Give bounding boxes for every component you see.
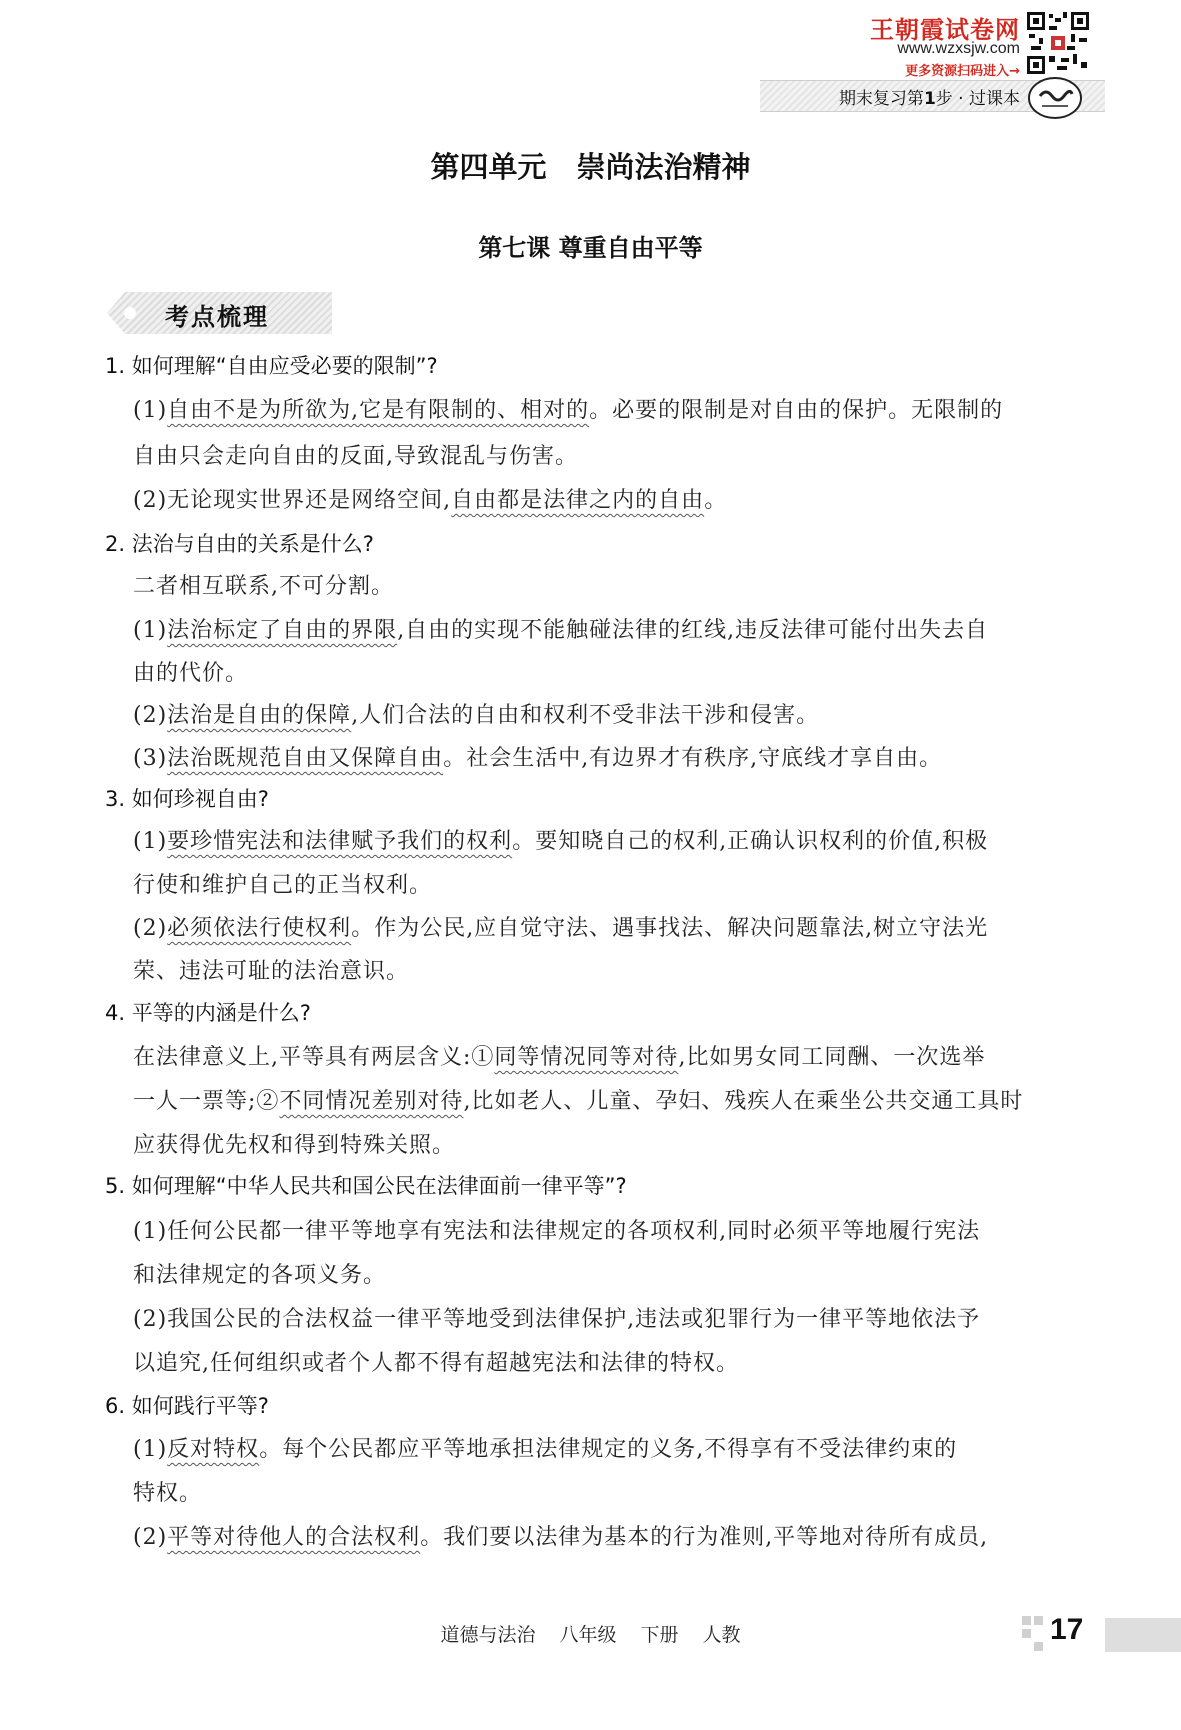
answer-line: (1)任何公民都一律平等地享有宪法和法律规定的各项权利,同时必须平等地履行宪法 [133, 1219, 981, 1244]
answer-line: (1)自由不是为所欲为,它是有限制的、相对的。必要的限制是对自由的保护。无限制的 [133, 398, 1004, 423]
question-3: 3. 如何珍视自由? [105, 787, 269, 811]
key-point: 同等情况同等对待 [494, 1045, 679, 1070]
brand-seal-icon [1026, 76, 1084, 120]
question-6: 6. 如何践行平等? [105, 1394, 269, 1418]
answer-line: (2)无论现实世界还是网络空间,自由都是法律之内的自由。 [133, 488, 728, 513]
answer-line: (2)必须依法行使权利。作为公民,应自觉守法、遇事找法、解决问题靠法,树立守法光 [133, 916, 989, 941]
header-step: 期末复习第1步 · 过课本 [838, 89, 1020, 109]
answer-line: 由的代价。 [133, 661, 249, 686]
bullet-dot-icon [124, 307, 136, 319]
answer-line: 自由只会走向自由的反面,导致混乱与伤害。 [133, 444, 578, 469]
unit-title: 第四单元 崇尚法治精神 [430, 150, 751, 184]
key-point: 法治是自由的保障 [167, 703, 352, 728]
question-5: 5. 如何理解“中华人民共和国公民在法律面前一律平等”? [105, 1174, 627, 1198]
answer-line: 一人一票等;②不同情况差别对待,比如老人、儿童、孕妇、残疾人在乘坐公共交通工具时 [133, 1089, 1024, 1114]
answer-line: (2)我国公民的合法权益一律平等地受到法律保护,违法或犯罪行为一律平等地依法予 [133, 1307, 981, 1332]
page-number: 17 [1050, 1613, 1084, 1646]
footer-bar [1105, 1618, 1181, 1652]
answer-line: (1)反对特权。每个公民都应平等地承担法律规定的义务,不得享有不受法律约束的 [133, 1437, 958, 1462]
key-point: 必须依法行使权利 [167, 916, 352, 941]
key-point: 反对特权 [167, 1437, 260, 1462]
lesson-title: 第七课 尊重自由平等 [478, 234, 703, 262]
question-4: 4. 平等的内涵是什么? [105, 1001, 311, 1025]
answer-line: 在法律意义上,平等具有两层含义:①同等情况同等对待,比如男女同工同酬、一次选举 [133, 1045, 986, 1070]
answer-line: 行使和维护自己的正当权利。 [133, 873, 433, 898]
answer-line: 特权。 [133, 1481, 203, 1506]
answer-line: (2)平等对待他人的合法权利。我们要以法律为基本的行为准则,平等地对待所有成员, [133, 1525, 989, 1550]
page-deco-icon [1022, 1612, 1046, 1658]
key-point: 自由不是为所欲为,它是有限制的、相对的 [167, 398, 590, 423]
key-point: 要珍惜宪法和法律赋予我们的权利 [167, 829, 513, 854]
key-point: 法治既规范自由又保障自由 [167, 746, 444, 771]
qr-code-icon[interactable] [1025, 10, 1091, 76]
answer-line: 荣、违法可耻的法治意识。 [133, 959, 410, 984]
brand-promo: 更多资源扫码进入→ [905, 64, 1020, 79]
key-point: 自由都是法律之内的自由 [451, 488, 705, 513]
answer-line: (2)法治是自由的保障,人们合法的自由和权利不受非法干涉和侵害。 [133, 703, 820, 728]
key-point: 法治标定了自由的界限 [167, 618, 398, 643]
answer-line: 二者相互联系,不可分割。 [133, 574, 394, 599]
question-1: 1. 如何理解“自由应受必要的限制”? [105, 354, 438, 378]
answer-line: (3)法治既规范自由又保障自由。社会生活中,有边界才有秩序,守底线才享自由。 [133, 746, 943, 771]
answer-line: 以追究,任何组织或者个人都不得有超越宪法和法律的特权。 [133, 1351, 739, 1376]
answer-line: (1)法治标定了自由的界限,自由的实现不能触碰法律的红线,违反法律可能付出失去自 [133, 618, 989, 643]
answer-line: (1)要珍惜宪法和法律赋予我们的权利。要知晓自己的权利,正确认识权利的价值,积极 [133, 829, 989, 854]
key-point: 平等对待他人的合法权利 [167, 1525, 421, 1550]
question-2: 2. 法治与自由的关系是什么? [105, 532, 374, 556]
answer-line: 和法律规定的各项义务。 [133, 1263, 387, 1288]
brand-title: 王朝霞试卷网 [870, 16, 1020, 44]
key-point: 不同情况差别对待 [279, 1089, 464, 1114]
section-label: 考点梳理 [165, 303, 269, 331]
brand-url[interactable]: www.wzxsjw.com [897, 40, 1020, 57]
footer-text: 道德与法治 八年级 下册 人教 [440, 1624, 741, 1646]
answer-line: 应获得优先权和得到特殊关照。 [133, 1133, 456, 1158]
